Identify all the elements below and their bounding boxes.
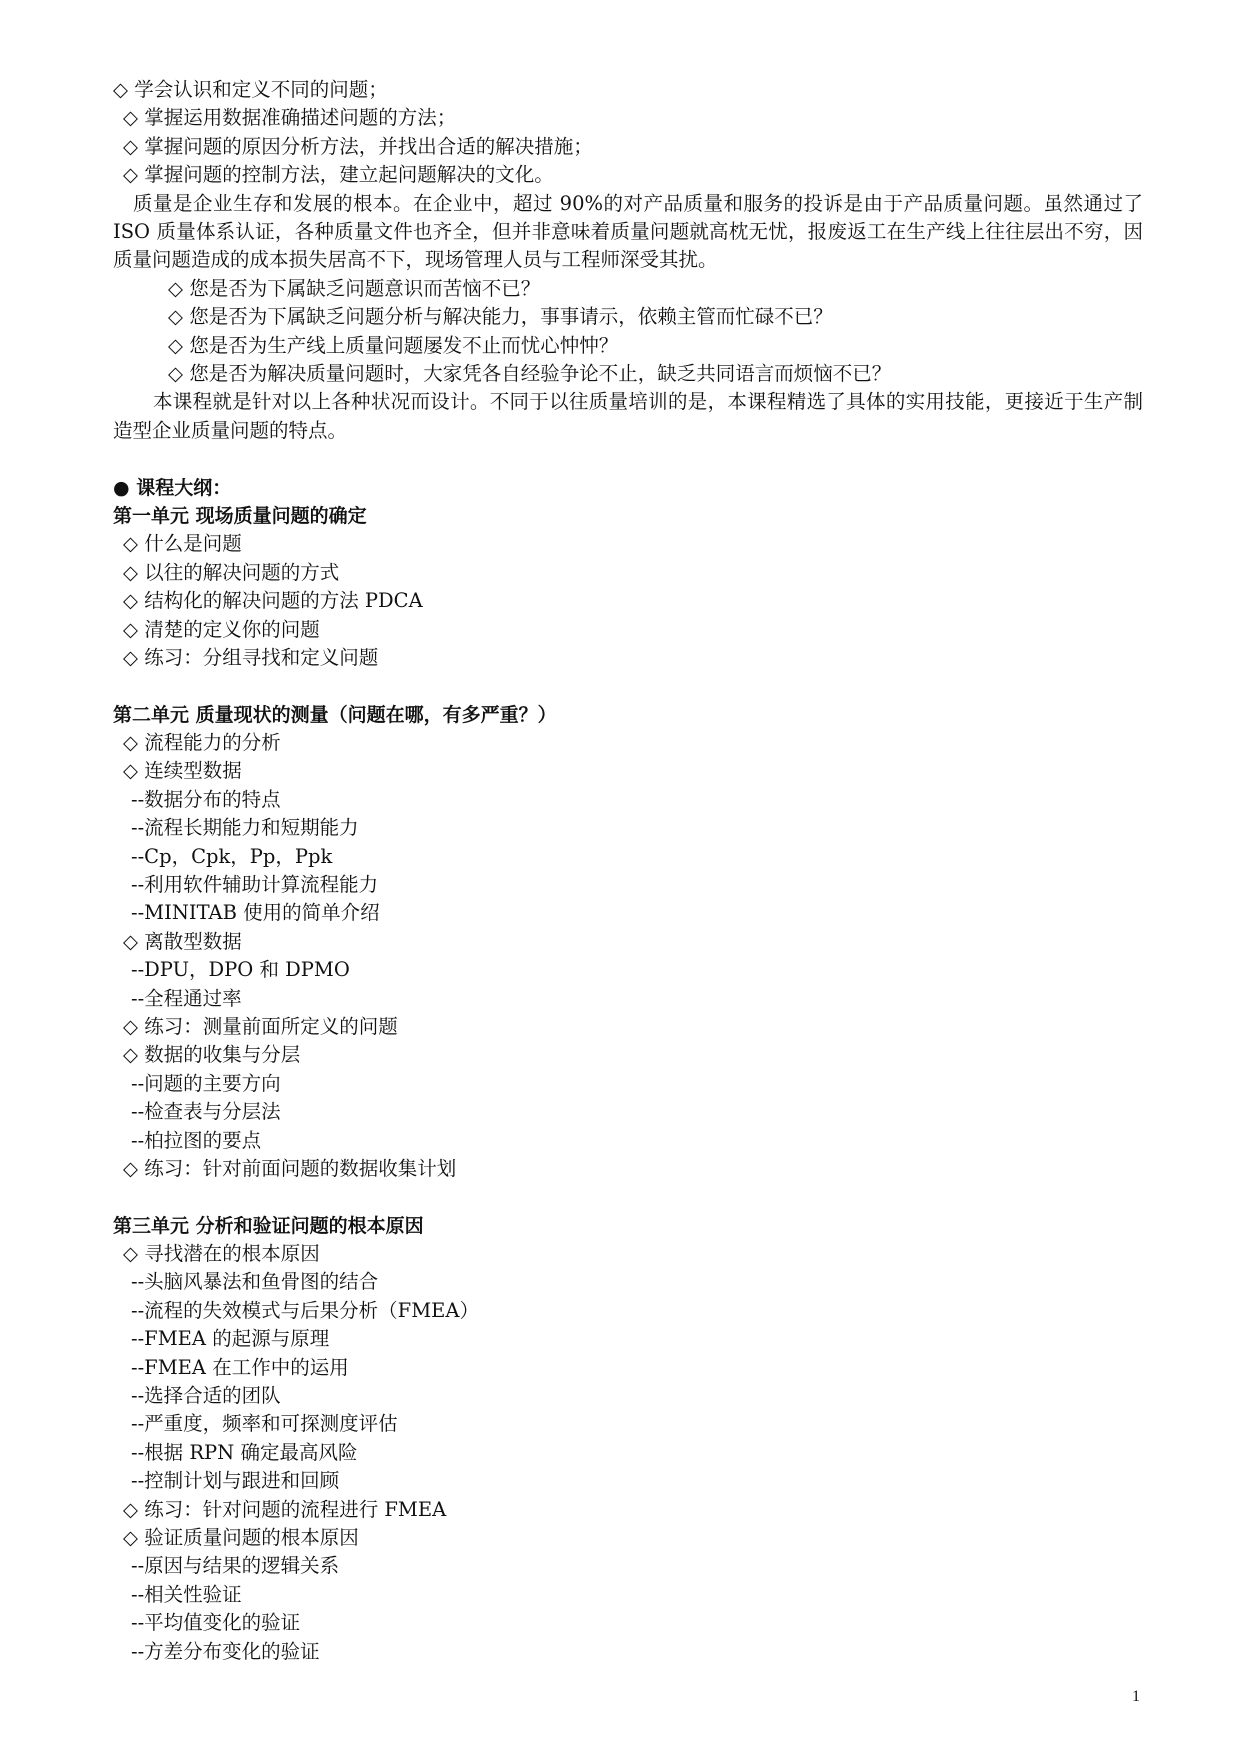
unit-1-title: 第一单元 现场质量问题的确定 [113,504,367,527]
question-item: ◇ 您是否为下属缺乏问题分析与解决能力，事事请示，依赖主管而忙碌不已？ [168,305,833,329]
intro-bullet: ◇ 掌握问题的控制方法，建立起问题解决的文化。 [123,163,554,187]
outline-title: ● 课程大纲： [113,476,232,499]
question-item: ◇ 您是否为解决质量问题时，大家凭各自经验争论不止，缺乏共同语言而烦恼不已？ [168,361,892,385]
list-item: ◇ 流程能力的分析 [123,731,281,755]
list-item: ◇ 什么是问题 [123,532,242,556]
list-item: ◇ 练习：针对问题的流程进行 FMEA [123,1497,447,1521]
document-body [113,76,1143,1666]
sub-item: --方差分布变化的验证 [131,1639,320,1663]
course-paragraph: 本课程就是针对以上各种状况而设计。不同于以往质量培训的是，本课程精选了具体的实用技能，更接近于生产制造型企业质量问题的特点。 [113,390,1143,442]
list-item: ◇ 寻找潜在的根本原因 [123,1242,320,1266]
list-item: ◇ 练习：分组寻找和定义问题 [123,645,379,669]
sub-item: --头脑风暴法和鱼骨图的结合 [131,1270,379,1294]
list-item: ◇ 以往的解决问题的方式 [123,560,340,584]
sub-item: --流程的失效模式与后果分析（FMEA） [131,1298,479,1322]
sub-item: --FMEA 的起源与原理 [131,1327,330,1351]
question-item: ◇ 您是否为下属缺乏问题意识而苦恼不已？ [168,276,541,300]
intro-bullet: ◇ 掌握问题的原因分析方法，并找出合适的解决措施； [123,134,593,158]
sub-item: --柏拉图的要点 [131,1128,262,1152]
question-item: ◇ 您是否为生产线上质量问题屡发不止而忧心忡忡？ [168,333,619,357]
list-item: ◇ 清楚的定义你的问题 [123,617,320,641]
list-item: ◇ 结构化的解决问题的方法 PDCA [123,589,423,613]
intro-bullet: ◇ 掌握运用数据准确描述问题的方法； [123,106,457,130]
sub-item: --DPU，DPO 和 DPMO [131,958,350,982]
intro-paragraph: 质量是企业生存和发展的根本。在企业中，超过 90%的对产品质量和服务的投诉是由于产品质量问题。虽然通过了 ISO 质量体系认证，各种质量文件也齐全，但并非意味着质量问题就高枕无忧，报废返工在生产线上往往层出不穷，因质量问题造成的成本损失居高不下，现场管理人员与工程师深受其扰。 [113,191,1143,272]
list-item: ◇ 数据的收集与分层 [123,1043,301,1067]
list-item: ◇ 验证质量问题的根本原因 [123,1526,359,1549]
sub-item: --检查表与分层法 [131,1100,281,1124]
sub-item: --根据 RPN 确定最高风险 [131,1440,358,1464]
sub-item: --流程长期能力和短期能力 [131,816,359,840]
sub-item: --数据分布的特点 [131,787,281,811]
list-item: ◇ 练习：针对前面问题的数据收集计划 [123,1156,457,1180]
intro-bullet: ◇ 学会认识和定义不同的问题； [113,78,388,101]
unit-3-title: 第三单元 分析和验证问题的根本原因 [113,1214,424,1237]
sub-item: --问题的主要方向 [131,1071,281,1095]
list-item: ◇ 连续型数据 [123,759,242,783]
sub-item: --选择合适的团队 [131,1384,281,1408]
sub-item: --平均值变化的验证 [131,1611,301,1635]
sub-item: --控制计划与跟进和回顾 [131,1469,340,1493]
list-item: ◇ 离散型数据 [123,929,242,953]
list-item: ◇ 练习：测量前面所定义的问题 [123,1014,398,1038]
sub-item: --严重度，频率和可探测度评估 [131,1412,398,1436]
sub-item: --全程通过率 [131,986,242,1010]
sub-item: --MINITAB 使用的简单介绍 [131,901,380,925]
unit-2-title: 第二单元 质量现状的测量（问题在哪，有多严重？） [113,703,557,726]
sub-item: --FMEA 在工作中的运用 [131,1355,349,1379]
sub-item: --原因与结果的逻辑关系 [131,1554,340,1578]
sub-item: --利用软件辅助计算流程能力 [131,873,379,897]
sub-item: --相关性验证 [131,1582,242,1606]
sub-item: --Cp，Cpk，Pp，Ppk [131,844,333,868]
page-number: 1 [1132,1688,1140,1705]
